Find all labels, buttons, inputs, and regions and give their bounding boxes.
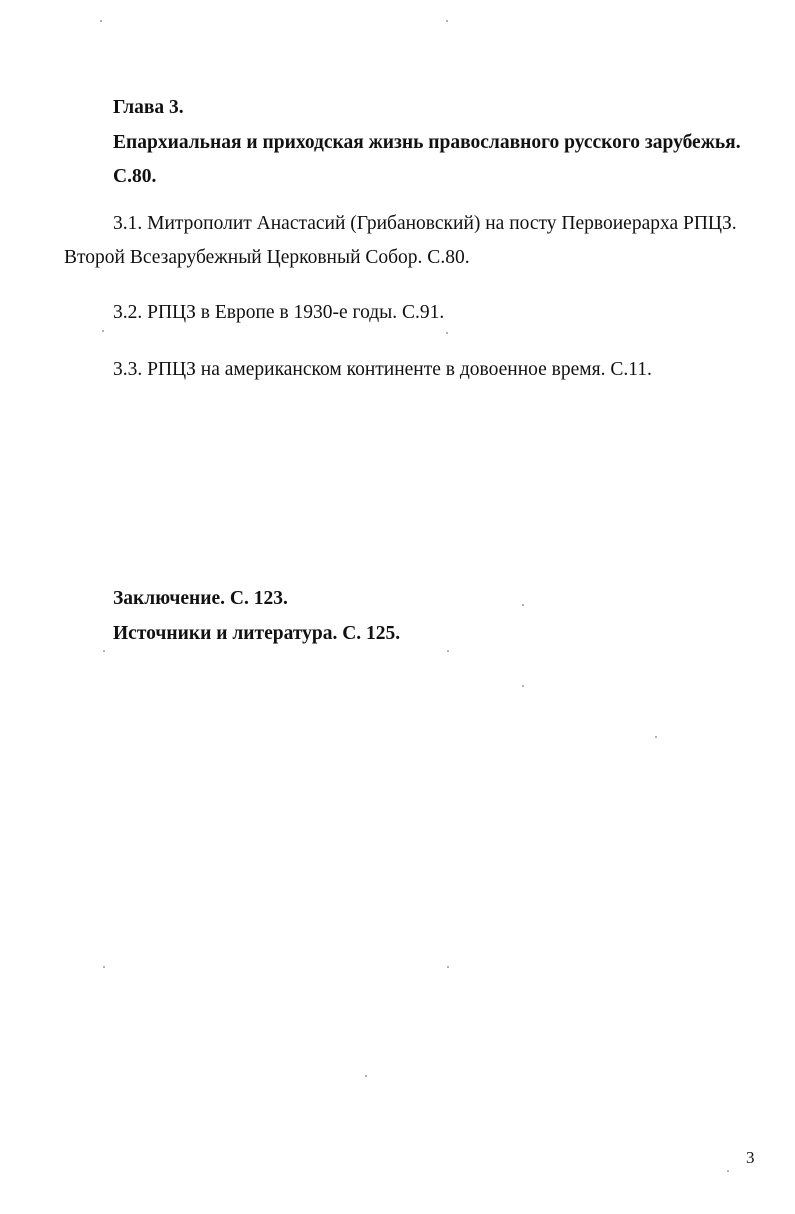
scan-speck <box>446 20 448 22</box>
section-3-3: 3.3. РПЦЗ на американском континенте в довоенное время. С.11. <box>113 359 652 380</box>
page-number: 3 <box>746 1148 755 1167</box>
scan-speck <box>103 966 105 968</box>
scan-speck <box>365 1075 367 1077</box>
scan-speck <box>522 685 524 687</box>
scan-speck <box>447 650 449 652</box>
section-3-2: 3.2. РПЦЗ в Европе в 1930-е годы. С.91. <box>113 302 445 323</box>
scan-speck <box>522 604 524 606</box>
chapter-title-line1: Епархиальная и приходская жизнь православного русского зарубежья. <box>113 132 741 153</box>
section-3-1-text: 3.1. Митрополит Анастасий (Грибановский) на посту Первоиерарха РПЦЗ. <box>113 213 737 234</box>
scan-speck <box>446 332 448 334</box>
scan-speck <box>100 20 102 22</box>
chapter-heading: Глава 3. <box>113 97 184 118</box>
section-3-1-line2: Второй Всезарубежный Церковный Собор. С.80. <box>64 247 470 268</box>
scan-speck <box>655 736 657 738</box>
scan-speck <box>727 1170 729 1172</box>
chapter-title <box>113 131 754 155</box>
chapter-title-page: С.80. <box>113 166 157 187</box>
scan-speck <box>447 966 449 968</box>
sources-entry: Источники и литература. С. 125. <box>113 623 401 644</box>
conclusion-entry: Заключение. С. 123. <box>113 588 288 609</box>
scan-speck <box>102 330 104 332</box>
section-3-1-line1 <box>113 212 754 236</box>
scan-speck <box>103 650 105 652</box>
